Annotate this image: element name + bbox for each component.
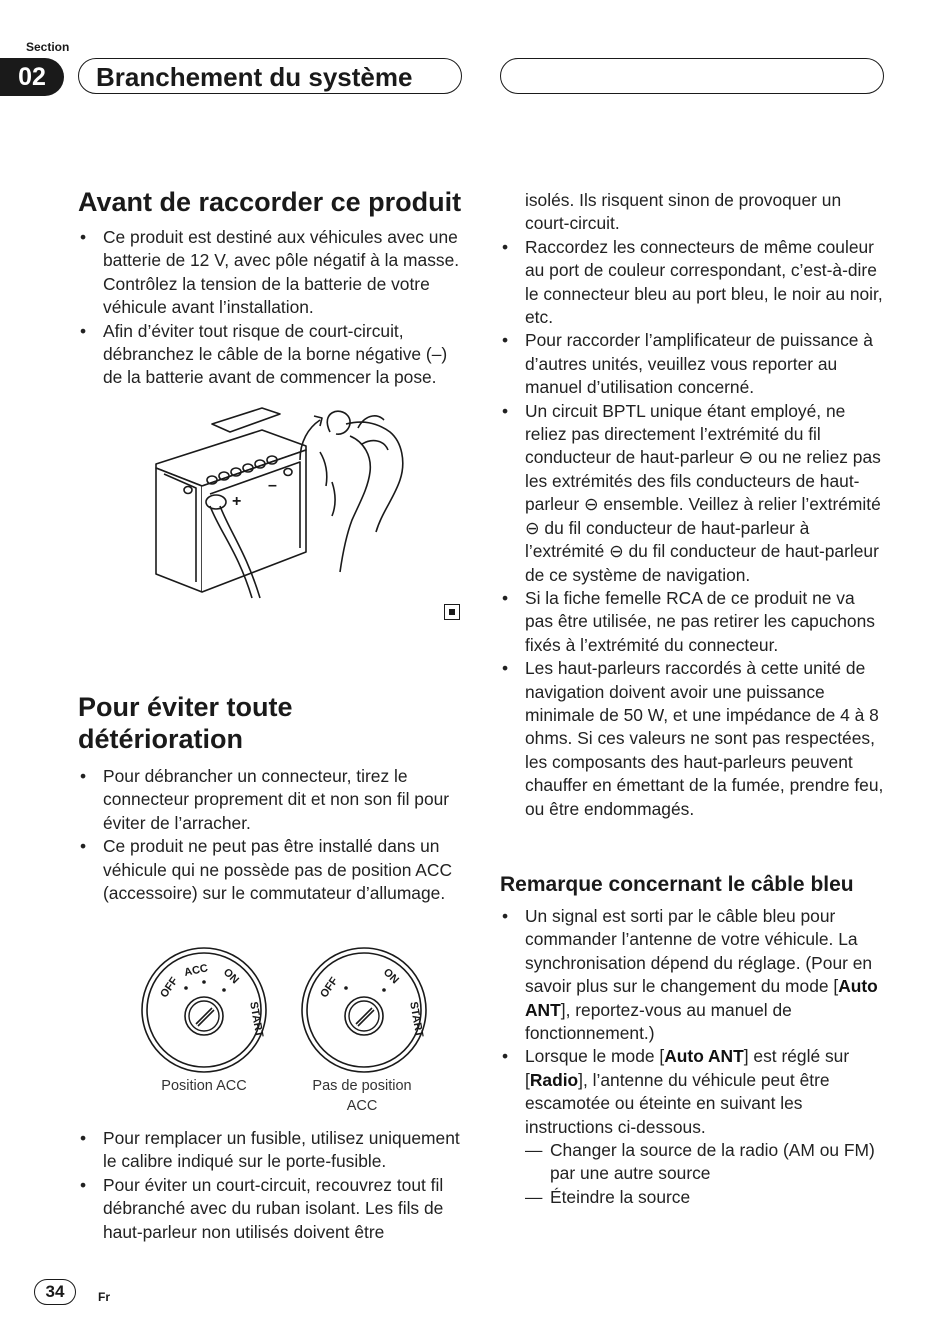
- dash-list: [525, 1139, 886, 1209]
- text-run: Changer la source de la radio (AM ou FM) par une autre source: [550, 1140, 875, 1184]
- dash-mark: —: [525, 1140, 543, 1161]
- text-run: Un signal est sorti par le câble bleu pour commander l’antenne de votre véhicule. La synchronisation dépend du réglage. (Pour en savoir plus sur le changement du mode [: [525, 906, 873, 997]
- minus-symbol-icon: ⊖: [609, 541, 624, 562]
- text-run: ou ne reliez pas les extrémités des fils conducteurs de haut-parleur: [525, 447, 881, 515]
- switch-label-on: ON: [380, 966, 401, 987]
- list-item: • Ce produit est destiné aux véhicules avec une batterie de 12 V, avec pôle négatif à la masse. Contrôlez la tension de la batterie de votre véhicule avant l’installation.: [78, 226, 462, 320]
- list-item-bptl: [500, 400, 886, 587]
- list-item: • Pour remplacer un fusible, utilisez uniquement le calibre indiqué sur le porte-fusible.: [78, 1127, 462, 1174]
- list-item: [500, 1045, 886, 1139]
- text-run: Lorsque le mode [: [525, 1046, 665, 1067]
- caption-no-acc-position: [290, 1076, 434, 1116]
- text-run: ], l’antenne du véhicule peut être escamotée ou éteinte en suivant les instructions ci-dessous.: [525, 1069, 830, 1137]
- text-run: ], reportez-vous au manuel de fonctionnement.): [525, 999, 792, 1044]
- caption-acc-position: Position ACC: [161, 1078, 247, 1094]
- fuse-and-wire-notes: [78, 1127, 462, 1244]
- negative-terminal-label: –: [268, 477, 277, 494]
- caption-line: ACC: [346, 1098, 378, 1114]
- switch-label-on: ON: [220, 966, 241, 987]
- dash-item: [525, 1139, 886, 1186]
- section-avoid-damage: [78, 691, 462, 905]
- page-title: Branchement du système: [96, 62, 413, 92]
- heading-line: détérioration: [78, 724, 244, 754]
- bullet-list: [78, 226, 462, 390]
- bullet-list: [78, 765, 462, 905]
- switch-label-off: OFF: [318, 975, 341, 1001]
- minus-symbol-icon: ⊖: [583, 494, 599, 515]
- heading-line: Pour éviter toute: [78, 692, 293, 722]
- list-item: • Afin d’éviter tout risque de court-circuit, débranchez le câble de la borne négative (–) de la batterie avant de commencer la pose.: [78, 320, 462, 390]
- battery-illustration: [150, 402, 420, 602]
- text-run: ] est réglé sur [: [525, 1046, 850, 1090]
- list-item: • Raccordez les connecteurs de même couleur au port de couleur correspondant, c’est-à-dire le connecteur bleu au port bleu, le noir au noir, etc.: [500, 236, 886, 330]
- section-before-connecting: [78, 186, 462, 390]
- language-code: Fr: [98, 1290, 110, 1304]
- list-item: • Les haut-parleurs raccordés à cette unité de navigation doivent avoir une puissance minimale de 50 W, et une impédance de 4 à 8 ohms. Si ces valeurs ne sont pas respectées, les composants des haut-parleurs peuvent chauffer en émettant de la fumée, prendre feu, ou être endommagés.: [500, 657, 886, 821]
- text-run: Éteindre la source: [550, 1186, 691, 1207]
- positive-terminal-label: +: [232, 493, 242, 510]
- right-column-notes: [500, 189, 886, 821]
- dash-item: [525, 1186, 886, 1209]
- setting-name: Radio: [529, 1069, 579, 1090]
- ignition-switch-with-acc: [138, 944, 270, 1076]
- ignition-switch-without-acc: [298, 944, 430, 1076]
- caption-line: Pas de position: [312, 1078, 412, 1094]
- heading-before-connecting: Avant de raccorder ce produit: [78, 187, 462, 217]
- text-run: ensemble. Veillez à relier l’extrémité: [598, 494, 881, 515]
- list-item-continued: isolés. Ils risquent sinon de provoquer un court-circuit.: [525, 190, 842, 234]
- list-item: [500, 905, 886, 1045]
- bullet-list: [500, 905, 886, 1139]
- mode-name: Auto ANT: [664, 1046, 744, 1067]
- text-run: du fil conducteur de haut-parleur de ce système de navigation.: [525, 541, 879, 585]
- section-label: Section: [26, 40, 70, 54]
- minus-symbol-icon: ⊖: [738, 447, 754, 468]
- empty-title-frame: [500, 58, 884, 94]
- switch-label-start: START: [247, 1000, 266, 1039]
- end-of-section-icon: [444, 604, 460, 620]
- section-number-badge: 02: [0, 58, 64, 96]
- text-run: du fil conducteur de haut-parleur à l’extrémité: [525, 517, 810, 562]
- minus-symbol-icon: ⊖: [525, 517, 540, 538]
- list-item: • Pour débrancher un connecteur, tirez le connecteur proprement dit et non son fil pour éviter de l’arracher.: [78, 765, 462, 835]
- list-item: • Ce produit ne peut pas être installé dans un véhicule qui ne possède pas de position ACC (accessoire) sur le commutateur d’allumage.: [78, 835, 462, 905]
- bullet-list: [500, 189, 886, 821]
- list-item: • Pour éviter un court-circuit, recouvrez tout fil débranché avec du ruban isolant. Les fils de haut-parleur non utilisés doivent être: [78, 1174, 462, 1244]
- list-item: • Si la fiche femelle RCA de ce produit ne va pas être utilisée, ne pas retirer les capuchons fixés à l’extrémité du connecteur.: [500, 587, 886, 657]
- switch-label-start: START: [407, 1000, 426, 1039]
- section-blue-cable: [500, 871, 886, 1209]
- switch-label-off: OFF: [158, 975, 181, 1001]
- page-number: 34: [34, 1279, 76, 1305]
- list-item: • Pour raccorder l’amplificateur de puissance à d’autres unités, veuillez vous reporter au manuel d’utilisation concerné.: [500, 329, 886, 399]
- dash-mark: —: [525, 1186, 543, 1207]
- text-run: Un circuit BPTL unique étant employé, ne reliez pas directement l’extrémité du fil conducteur de haut-parleur: [525, 400, 846, 468]
- heading-avoid-damage: [78, 691, 462, 755]
- mode-name: Auto ANT: [525, 976, 878, 1020]
- switch-label-acc: ACC: [183, 962, 209, 979]
- heading-blue-cable: Remarque concernant le câble bleu: [500, 873, 854, 896]
- bullet-list: [78, 1127, 462, 1244]
